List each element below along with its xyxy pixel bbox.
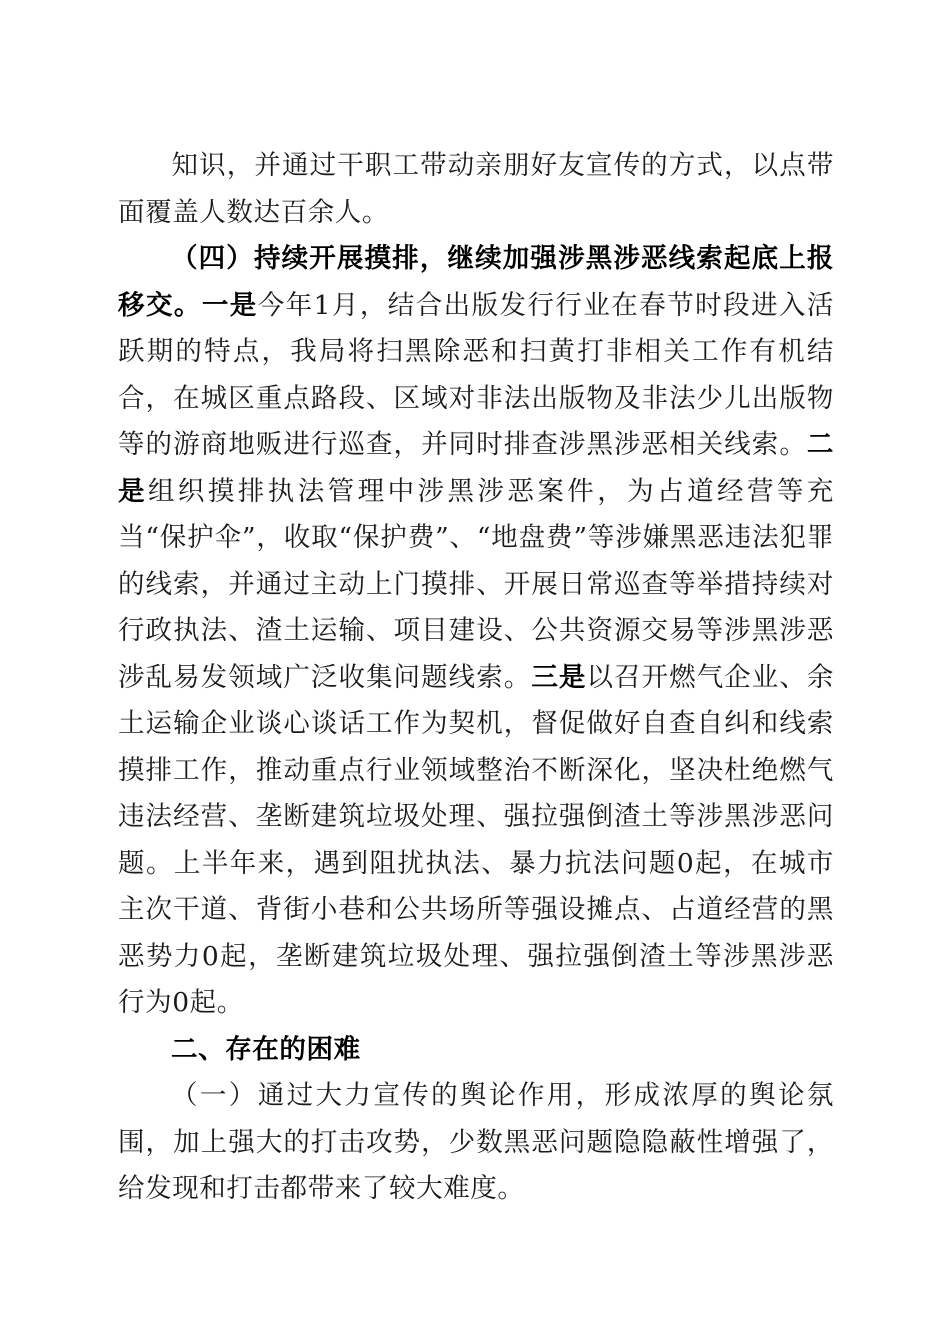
paragraph-text-first: 今年1月，结合出版发行行业在春节时段进入活跃期的特点，我局将扫黑除恶和扫黄打非相关工作有机结合，在城区重点路段、区域对非法出版物及非法少儿出版物等的游商地贩进行巡查，并同时排查涉黑涉恶相关线索。 [118,289,834,460]
lead-first: 一是 [201,289,258,321]
paragraph-difficulty-1 [118,1073,834,1213]
section-heading-4: （四）持续开展摸排，继续加强涉黑涉恶线索起底上报移交。 [118,243,834,321]
lead-second: 二是 [118,429,834,507]
paragraph-investigation [118,236,834,1027]
paragraph-text: （一）通过大力宣传的舆论作用，形成浓厚的舆论氛围，加上强大的打击攻势，少数黑恶问题隐隐蔽性增强了，给发现和打击都带来了较大难度。 [118,1080,834,1204]
paragraph-continued [118,143,834,236]
section-title-difficulties: 二、存在的困难 [171,1033,361,1065]
paragraph-text: 知识，并通过干职工带动亲朋好友宣传的方式，以点带面覆盖人数达百余人。 [118,150,834,228]
paragraph-text-second: 组织摸排执法管理中涉黑涉恶案件，为占道经营等充当“保护伞”，收取“保护费”、“地盘费”等涉嫌黑恶违法犯罪的线索，并通过主动上门摸排、开展日常巡查等举措持续对行政执法、渣土运输、项目建设、公共资源交易等涉黑涉恶涉乱易发领域广泛收集问题线索。 [118,475,834,693]
paragraph-text-third: 以召开燃气企业、余土运输企业谈心谈话工作为契机，督促做好自查自纠和线索摸排工作，推动重点行业领域整治不断深化，坚决杜绝燃气违法经营、垄断建筑垃圾处理、强拉强倒渣土等涉黑涉恶问题。上半年来，遇到阻扰执法、暴力抗法问题0起，在城市主次干道、背街小巷和公共场所等强设摊点、占道经营的黑恶势力0起，垄断建筑垃圾处理、强拉强倒渣土等涉黑涉恶行为0起。 [118,661,835,1018]
document-body [118,143,834,1213]
lead-third: 三是 [531,661,587,693]
